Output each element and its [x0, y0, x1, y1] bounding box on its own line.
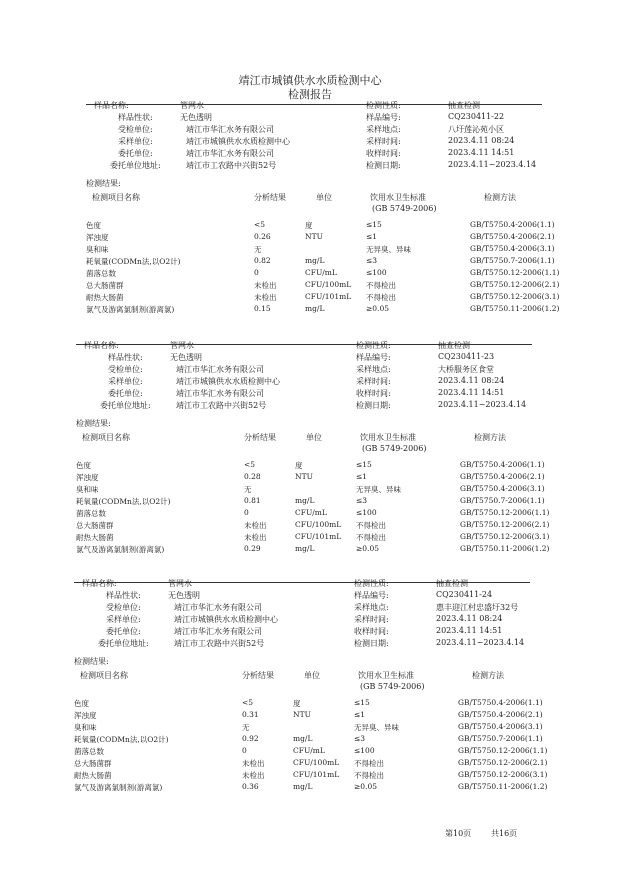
item-method: GB/T5750.12-2006(1.1)	[460, 508, 550, 517]
col-method-header: 检测方法	[474, 433, 506, 442]
item-unit: mg/L	[293, 734, 313, 743]
item-result: 0.15	[254, 304, 271, 313]
info-value-sampler: 靖江市城镇供水水质检测中心	[176, 377, 280, 386]
item-result: 未检出	[254, 293, 277, 302]
item-result: 0	[242, 746, 247, 755]
item-unit: CFU/101mL	[295, 532, 342, 541]
col-result-header: 分析结果	[244, 433, 276, 442]
info-value-sample_time: 2023.4.11 08:24	[448, 136, 515, 145]
item-name: 菌落总数	[86, 269, 116, 278]
item-name: 菌落总数	[74, 747, 104, 756]
item-unit: mg/L	[293, 782, 313, 791]
col-unit-header: 单位	[304, 671, 320, 680]
item-method: GB/T5750.12-2006(1.1)	[458, 746, 548, 755]
item-standard: ≤1	[366, 232, 378, 241]
info-label-entrust_addr: 委托单位地址:	[98, 639, 149, 648]
item-unit: CFU/mL	[293, 746, 325, 755]
info-label-site: 采样地点:	[354, 603, 389, 612]
item-standard: ≤15	[354, 698, 370, 707]
item-standard: 无异臭、异味	[356, 485, 401, 494]
info-value-sample_name: 管网水	[168, 579, 192, 588]
results-label: 检测结果:	[86, 179, 121, 188]
info-label-sampler: 采样单位:	[106, 615, 141, 624]
item-method: GB/T5750.11-2006(1.2)	[470, 304, 560, 313]
info-label-receive_time: 收样时间:	[354, 627, 389, 636]
item-standard: 无异臭、异味	[354, 723, 399, 732]
item-unit: CFU/100mL	[305, 280, 352, 289]
info-value-entrust: 靖江市华汇水务有限公司	[186, 149, 274, 158]
item-name: 臭和味	[76, 485, 99, 494]
item-standard: ≤1	[354, 710, 366, 719]
item-unit: mg/L	[305, 304, 325, 313]
info-value-site: 惠丰迎江村忠盛圩32号	[436, 603, 519, 612]
info-value-sample_name: 管网水	[170, 341, 194, 350]
info-value-test_date: 2023.4.11~2023.4.14	[448, 160, 537, 169]
info-label-entrust: 委托单位:	[106, 627, 141, 636]
item-method: GB/T5750.4-2006(1.1)	[460, 460, 545, 469]
item-name: 臭和味	[86, 245, 109, 254]
info-value-client: 靖江市华汇水务有限公司	[174, 603, 262, 612]
item-unit: CFU/101mL	[305, 292, 352, 301]
item-name: 菌落总数	[76, 509, 106, 518]
info-label-sample_name: 样品名称:	[94, 101, 129, 110]
info-label-sample_no: 样品编号:	[354, 591, 389, 600]
item-name: 总大肠菌群	[86, 281, 124, 290]
info-value-sample_time: 2023.4.11 08:24	[438, 376, 505, 385]
info-label-sample_time: 采样时间:	[366, 137, 401, 146]
item-method: GB/T5750.4-2006(1.1)	[458, 698, 543, 707]
info-label-receive_time: 收样时间:	[356, 389, 391, 398]
info-value-entrust: 靖江市华汇水务有限公司	[174, 627, 262, 636]
info-value-test_nature: 抽查检测	[448, 101, 480, 110]
info-label-client: 受检单位:	[118, 125, 153, 134]
item-standard: 不得检出	[354, 759, 384, 768]
item-method: GB/T5750.12-2006(2.1)	[458, 758, 548, 767]
col-std-header: 饮用水卫生标准	[370, 193, 426, 202]
info-label-sample_char: 样品性状:	[118, 113, 153, 122]
item-name: 色度	[74, 699, 89, 708]
item-method: GB/T5750.11-2006(1.2)	[458, 782, 548, 791]
col-std-sub-header: (GB 5749-2006)	[362, 444, 427, 453]
item-unit: NTU	[295, 472, 313, 481]
item-result: 未检出	[242, 759, 265, 768]
info-value-client: 靖江市华汇水务有限公司	[186, 125, 274, 134]
info-label-entrust: 委托单位:	[108, 389, 143, 398]
item-method: GB/T5750.4-2006(2.1)	[458, 710, 543, 719]
item-unit: CFU/101mL	[293, 770, 340, 779]
info-label-sample_char: 样品性状:	[106, 591, 141, 600]
info-label-test_nature: 检测性质:	[354, 579, 389, 588]
info-label-test_nature: 检测性质:	[356, 341, 391, 350]
col-method-header: 检测方法	[484, 193, 516, 202]
item-method: GB/T5750.12-2006(3.1)	[460, 532, 550, 541]
item-method: GB/T5750.4-2006(2.1)	[470, 232, 555, 241]
item-unit: mg/L	[295, 496, 315, 505]
col-result-header: 分析结果	[254, 193, 286, 202]
item-result: 未检出	[242, 771, 265, 780]
item-method: GB/T5750.12-2006(3.1)	[470, 292, 560, 301]
item-standard: ≤1	[356, 472, 368, 481]
item-name: 浑浊度	[74, 711, 97, 720]
item-name: 总大肠菌群	[76, 521, 114, 530]
info-value-sampler: 靖江市城镇供水水质检测中心	[174, 615, 278, 624]
item-result: 0	[254, 268, 259, 277]
item-standard: ≥0.05	[354, 782, 377, 791]
info-label-sample_time: 采样时间:	[356, 377, 391, 386]
item-method: GB/T5750.12-2006(2.1)	[470, 280, 560, 289]
item-result: 无	[242, 723, 250, 732]
item-method: GB/T5750.11-2006(1.2)	[460, 544, 550, 553]
info-label-sample_name: 样品名称:	[82, 579, 117, 588]
item-unit: CFU/mL	[305, 268, 337, 277]
info-value-sample_no: CQ230411-23	[438, 352, 495, 361]
item-unit: 度	[295, 461, 303, 470]
item-standard: ≤3	[354, 734, 366, 743]
item-result: 0.92	[242, 734, 259, 743]
info-label-client: 受检单位:	[106, 603, 141, 612]
item-standard: ≤100	[354, 746, 375, 755]
item-unit: 度	[293, 699, 301, 708]
item-name: 氯气及游离氯制剂(游离氯)	[76, 545, 165, 554]
info-value-sample_name: 管网水	[180, 101, 204, 110]
info-label-client: 受检单位:	[108, 365, 143, 374]
item-unit: 度	[305, 221, 313, 230]
item-name: 浑浊度	[76, 473, 99, 482]
item-method: GB/T5750.12-2006(3.1)	[458, 770, 548, 779]
info-label-site: 采样地点:	[356, 365, 391, 374]
item-result: 0.26	[254, 232, 271, 241]
info-label-site: 采样地点:	[366, 125, 401, 134]
report-doc-title: 检测报告	[288, 88, 332, 101]
item-unit: CFU/100mL	[295, 520, 342, 529]
item-unit: CFU/100mL	[293, 758, 340, 767]
sample-section	[0, 240, 610, 554]
item-result: 未检出	[244, 521, 267, 530]
info-label-sample_char: 样品性状:	[108, 353, 143, 362]
item-name: 氯气及游离氯制剂(游离氯)	[74, 783, 163, 792]
sample-section	[0, 478, 608, 792]
info-value-sample_no: CQ230411-22	[448, 112, 505, 121]
info-value-test_date: 2023.4.11~2023.4.14	[438, 400, 527, 409]
col-unit-header: 单位	[306, 433, 322, 442]
info-value-entrust_addr: 靖江市工农路中兴街52号	[176, 401, 267, 410]
item-standard: ≥0.05	[366, 304, 389, 313]
item-result: 0.31	[242, 710, 259, 719]
info-label-test_date: 检测日期:	[354, 639, 389, 648]
col-std-header: 饮用水卫生标准	[360, 433, 416, 442]
item-result: 未检出	[254, 281, 277, 290]
page-total: 共16页	[491, 829, 518, 838]
info-value-sample_char: 无色透明	[168, 591, 200, 600]
info-value-entrust_addr: 靖江市工农路中兴街52号	[186, 161, 277, 170]
info-value-sample_no: CQ230411-24	[436, 590, 493, 599]
info-label-test_date: 检测日期:	[356, 401, 391, 410]
info-value-receive_time: 2023.4.11 14:51	[448, 148, 515, 157]
col-std-sub-header: (GB 5749-2006)	[360, 682, 425, 691]
item-name: 耗氧量(CODMn法,以O2计)	[86, 257, 181, 266]
info-value-sample_char: 无色透明	[180, 113, 212, 122]
col-std-sub-header: (GB 5749-2006)	[372, 204, 437, 213]
col-result-header: 分析结果	[242, 671, 274, 680]
info-label-test_date: 检测日期:	[366, 161, 401, 170]
sample-section	[0, 0, 620, 314]
item-standard: ≥0.05	[356, 544, 379, 553]
item-result: 无	[254, 245, 262, 254]
col-item-header: 检测项目名称	[82, 433, 130, 442]
item-standard: 无异臭、异味	[366, 245, 411, 254]
item-standard: 不得检出	[366, 281, 396, 290]
report-org-title: 靖江市城镇供水水质检测中心	[238, 74, 382, 87]
item-name: 臭和味	[74, 723, 97, 732]
item-method: GB/T5750.12-2006(2.1)	[460, 520, 550, 529]
item-name: 耗氧量(CODMn法,以O2计)	[76, 497, 171, 506]
item-unit: NTU	[293, 710, 311, 719]
info-value-receive_time: 2023.4.11 14:51	[436, 626, 503, 635]
info-label-sample_name: 样品名称:	[84, 341, 119, 350]
item-result: 0.36	[242, 782, 259, 791]
item-name: 耐热大肠菌	[76, 533, 114, 542]
col-unit-header: 单位	[316, 193, 332, 202]
item-name: 耐热大肠菌	[86, 293, 124, 302]
item-unit: mg/L	[295, 544, 315, 553]
item-name: 色度	[86, 221, 101, 230]
item-standard: 不得检出	[356, 521, 386, 530]
info-label-sampler: 采样单位:	[118, 137, 153, 146]
item-method: GB/T5750.4-2006(3.1)	[460, 484, 545, 493]
info-value-sample_time: 2023.4.11 08:24	[436, 614, 503, 623]
item-method: GB/T5750.4-2006(2.1)	[460, 472, 545, 481]
item-method: GB/T5750.4-2006(3.1)	[470, 244, 555, 253]
item-name: 耗氧量(CODMn法,以O2计)	[74, 735, 169, 744]
info-label-entrust_addr: 委托单位地址:	[100, 401, 151, 410]
item-method: GB/T5750.4-2006(3.1)	[458, 722, 543, 731]
info-value-receive_time: 2023.4.11 14:51	[438, 388, 505, 397]
item-result: 0.28	[244, 472, 261, 481]
item-result: 无	[244, 485, 252, 494]
item-standard: ≤15	[366, 220, 382, 229]
info-label-sample_no: 样品编号:	[366, 113, 401, 122]
item-result: 0	[244, 508, 249, 517]
col-std-header: 饮用水卫生标准	[358, 671, 414, 680]
item-standard: 不得检出	[354, 771, 384, 780]
item-name: 耐热大肠菌	[74, 771, 112, 780]
info-value-site: 八圩莲沁苑小区	[448, 125, 504, 134]
info-value-sample_char: 无色透明	[170, 353, 202, 362]
col-method-header: 检测方法	[472, 671, 504, 680]
info-value-test_nature: 抽查检测	[438, 341, 470, 350]
item-standard: ≤3	[356, 496, 368, 505]
info-value-sampler: 靖江市城镇供水水质检测中心	[186, 137, 290, 146]
results-label: 检测结果:	[74, 657, 109, 666]
item-standard: 不得检出	[356, 533, 386, 542]
item-method: GB/T5750.12-2006(1.1)	[470, 268, 560, 277]
info-label-sampler: 采样单位:	[108, 377, 143, 386]
item-standard: ≤100	[366, 268, 387, 277]
info-value-site: 大桥服务区食堂	[438, 365, 494, 374]
info-value-entrust: 靖江市华汇水务有限公司	[176, 389, 264, 398]
item-result: 0.81	[244, 496, 261, 505]
info-label-sample_time: 采样时间:	[354, 615, 389, 624]
info-label-receive_time: 收样时间:	[366, 149, 401, 158]
item-unit: CFU/mL	[295, 508, 327, 517]
info-label-sample_no: 样品编号:	[356, 353, 391, 362]
item-standard: ≤3	[366, 256, 378, 265]
item-result: <5	[254, 220, 266, 229]
col-item-header: 检测项目名称	[80, 671, 128, 680]
info-label-entrust_addr: 委托单位地址:	[110, 161, 161, 170]
col-item-header: 检测项目名称	[92, 193, 140, 202]
info-value-entrust_addr: 靖江市工农路中兴街52号	[174, 639, 265, 648]
item-result: <5	[244, 460, 256, 469]
item-method: GB/T5750.7-2006(1.1)	[470, 256, 555, 265]
item-standard: ≤15	[356, 460, 372, 469]
item-result: 0.82	[254, 256, 271, 265]
item-standard: ≤100	[356, 508, 377, 517]
info-value-test_date: 2023.4.11~2023.4.14	[436, 638, 525, 647]
item-method: GB/T5750.4-2006(1.1)	[470, 220, 555, 229]
item-standard: 不得检出	[366, 293, 396, 302]
item-result: 0.29	[244, 544, 261, 553]
info-value-client: 靖江市华汇水务有限公司	[176, 365, 264, 374]
item-name: 氯气及游离氯制剂(游离氯)	[86, 305, 175, 314]
results-label: 检测结果:	[76, 419, 111, 428]
item-name: 浑浊度	[86, 233, 109, 242]
page-number: 第10页	[445, 829, 472, 838]
item-unit: NTU	[305, 232, 323, 241]
info-label-test_nature: 检测性质:	[366, 101, 401, 110]
item-method: GB/T5750.7-2006(1.1)	[460, 496, 545, 505]
item-name: 色度	[76, 461, 91, 470]
item-name: 总大肠菌群	[74, 759, 112, 768]
info-value-test_nature: 抽查检测	[436, 579, 468, 588]
item-unit: mg/L	[305, 256, 325, 265]
item-method: GB/T5750.7-2006(1.1)	[458, 734, 543, 743]
item-result: 未检出	[244, 533, 267, 542]
item-result: <5	[242, 698, 254, 707]
info-label-entrust: 委托单位:	[118, 149, 153, 158]
